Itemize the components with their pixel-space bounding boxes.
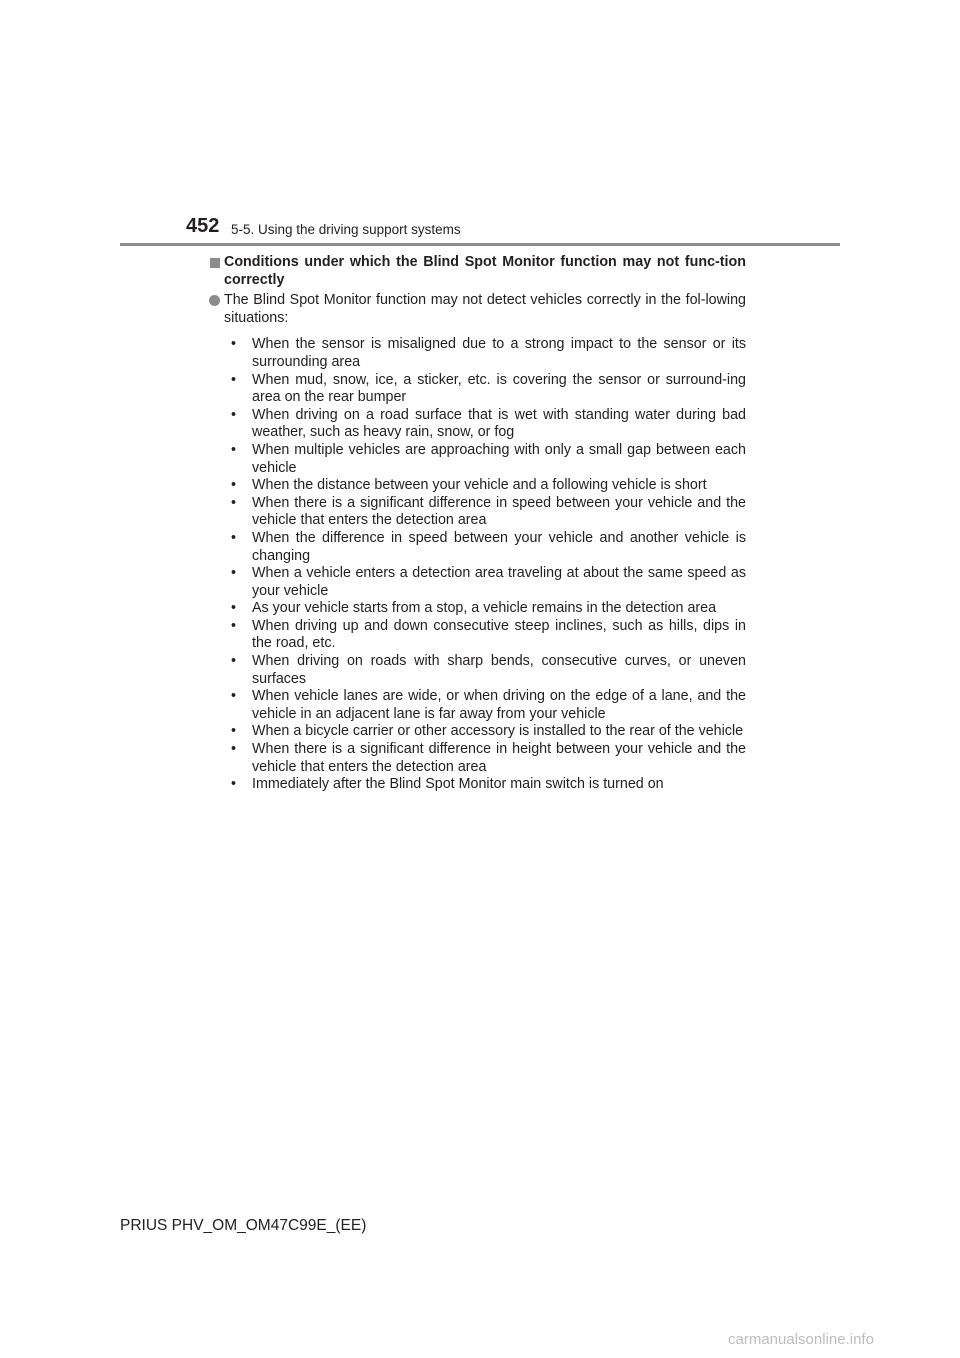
bullet-icon: • <box>231 494 237 511</box>
watermark: carmanualsonline.info <box>728 1331 874 1348</box>
bullet-icon: • <box>231 617 237 634</box>
list-item <box>224 442 746 477</box>
list-item <box>224 723 746 741</box>
bullet-icon: • <box>231 529 237 546</box>
list-item-text: When there is a significant difference in height between your vehicle and the vehicle that enters the detection area <box>252 741 746 775</box>
bullet-icon: • <box>231 406 237 423</box>
list-item-text: When vehicle lanes are wide, or when driving on the edge of a lane, and the vehicle in an adjacent lane is far away from your vehicle <box>252 688 746 722</box>
bullet-icon: • <box>231 565 237 582</box>
list-item <box>224 477 746 495</box>
page-content <box>209 254 746 794</box>
bullet-icon: • <box>231 776 237 793</box>
list-item-text: When multiple vehicles are approaching with only a small gap between each vehicle <box>252 441 746 476</box>
list-item <box>224 495 746 530</box>
list-item <box>224 372 746 407</box>
list-item-text: When mud, snow, ice, a sticker, etc. is covering the sensor or surround-ing area on the rear bumper <box>252 371 746 406</box>
list-item <box>224 600 746 618</box>
bullet-icon: • <box>231 336 237 353</box>
list-item <box>224 776 746 794</box>
list-item <box>224 336 746 371</box>
list-item <box>224 653 746 688</box>
conditions-list <box>209 336 746 793</box>
bullet-icon: • <box>231 600 237 617</box>
intro-point <box>209 292 746 327</box>
page-number: 452 <box>186 215 220 237</box>
list-item-text: When a vehicle enters a detection area traveling at about the same speed as your vehicle <box>252 565 746 599</box>
bullet-icon: • <box>231 688 237 705</box>
list-item-text: When there is a significant difference in speed between your vehicle and the vehicle that enters the detection area <box>252 494 746 529</box>
list-item-text: When a bicycle carrier or other accessory is installed to the rear of the vehicle <box>252 723 744 740</box>
list-item-text: When the difference in speed between your vehicle and another vehicle is changing <box>252 529 746 564</box>
list-item-text: As your vehicle starts from a stop, a vehicle remains in the detection area <box>252 600 717 617</box>
list-item-text: When the distance between your vehicle and a following vehicle is short <box>252 477 707 494</box>
list-item <box>224 688 746 723</box>
list-item-text: When driving up and down consecutive steep inclines, such as hills, dips in the road, etc. <box>252 617 746 652</box>
list-item <box>224 618 746 653</box>
list-item <box>224 741 746 776</box>
document-code: PRIUS PHV_OM_OM47C99E_(EE) <box>120 1217 367 1234</box>
bullet-icon: • <box>231 653 237 670</box>
list-item <box>224 407 746 442</box>
intro-text: The Blind Spot Monitor function may not detect vehicles correctly in the fol-lowing situations: <box>224 292 746 326</box>
section-heading <box>209 254 746 289</box>
list-item-text: When driving on a road surface that is wet with standing water during bad weather, such as heavy rain, snow, or fog <box>252 406 746 441</box>
list-item <box>224 530 746 565</box>
list-item-text: Immediately after the Blind Spot Monitor main switch is turned on <box>252 776 664 793</box>
section-heading-text: Conditions under which the Blind Spot Monitor function may not func-tion correctly <box>224 254 746 288</box>
header-rule <box>120 243 840 246</box>
list-item-text: When driving on roads with sharp bends, consecutive curves, or uneven surfaces <box>252 653 746 687</box>
square-bullet-icon <box>210 258 220 268</box>
list-item-text: When the sensor is misaligned due to a strong impact to the sensor or its surrounding area <box>252 336 746 370</box>
list-item <box>224 565 746 600</box>
circle-bullet-icon <box>209 295 220 306</box>
bullet-icon: • <box>231 371 237 388</box>
section-title: 5-5. Using the driving support systems <box>231 222 461 237</box>
bullet-icon: • <box>231 723 237 740</box>
bullet-icon: • <box>231 477 237 494</box>
bullet-icon: • <box>231 741 237 758</box>
bullet-icon: • <box>231 441 237 458</box>
